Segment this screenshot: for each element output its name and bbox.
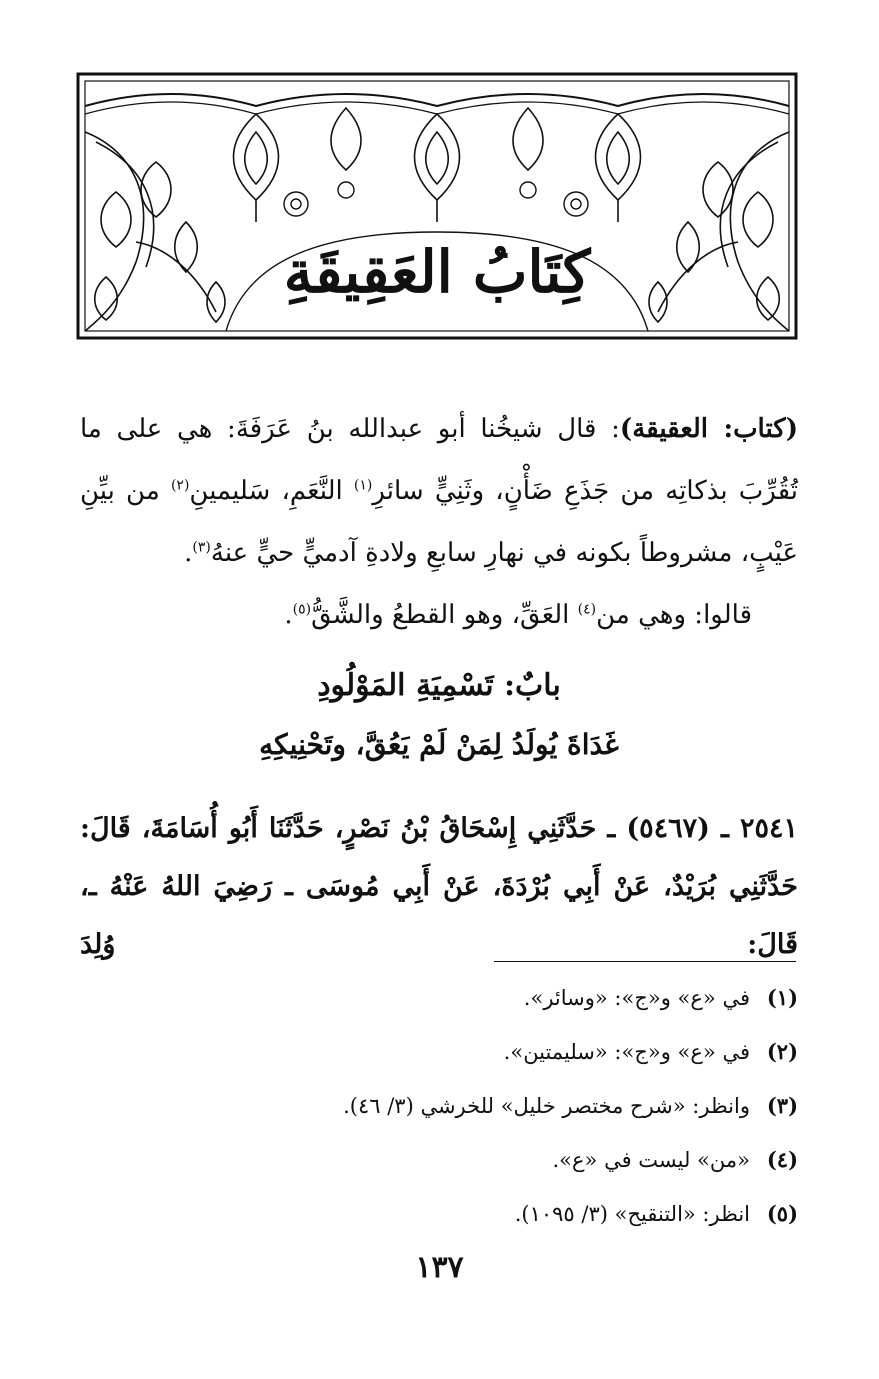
footnote-text: وانظر: «شرح مختصر خليل» للخرشي (٣/ ٤٦).	[343, 1094, 750, 1118]
footnote-ref-3: (٣)	[192, 539, 211, 556]
hadith-line-1: ٢٥٤١ ـ (٥٤٦٧) ـ حَدَّثَنِي إِسْحَاقُ بْنُ نَصْرٍ، حَدَّثَنَا أَبُو أُسَامَةَ، قَالَ:	[80, 813, 798, 844]
definition-line-2b: النَّعَمِ، سَليمينِ	[189, 476, 354, 506]
chapter-title: كِتَابُ العَقِيقَةِ	[283, 238, 591, 306]
definition-line-1: : قال شيخُنا أبو عبدالله بنُ عَرَفَةَ: هي على ما تُقُرِّبَ	[80, 414, 798, 506]
etymology-text-b: العَقِّ، وهو القطعُ والشَّقُّ	[311, 600, 578, 630]
footnote-ref-4: (٤)	[577, 601, 597, 618]
footnote-text: في «ع» و«ج»: «سليمتين».	[503, 1040, 750, 1064]
hadith-text	[80, 800, 798, 974]
definition-text	[80, 398, 798, 584]
footnote-divider	[494, 961, 796, 962]
definition-line-3: بكونه في نهارِ سابعِ ولادةِ آدميٍّ حيٍّ عنهُ	[210, 538, 632, 568]
footnote-text: انظر: «التنقيح» (٣/ ١٠٩٥).	[514, 1202, 750, 1226]
footnote-item	[80, 1086, 798, 1140]
section-subheading: غَدَاةَ يُولَدُ لِمَنْ لَمْ يَعُقَّ، وتَحْنِيكِهِ	[259, 728, 619, 761]
etymology-end: .	[284, 600, 293, 630]
definition-line-3-end: .	[184, 538, 193, 568]
etymology-paragraph	[80, 584, 798, 646]
footnote-ref-1: (١)	[353, 477, 373, 494]
definition-line-2a: بذكاتِه من جَذَعِ ضَأْنٍ، وثَنِيٍّ سائرِ	[372, 476, 728, 506]
footnote-item	[80, 1194, 798, 1248]
hadith-line-2: حَدَّثَنِي بُرَيْدٌ، عَنْ أَبِي بُرْدَةَ، عَنْ أَبِي مُوسَى ـ رَضِيَ اللهُ عَنْهُ ـ، قَالَ: وُلِدَ	[80, 871, 798, 960]
etymology-text-a: قالوا: وهي من	[596, 600, 752, 630]
definition-line-2c: من بيِّنِ عَيْبٍ، مشروطاً	[80, 476, 798, 568]
footnotes-list	[80, 978, 798, 1248]
book-label: (كتاب: العقيقة)	[619, 414, 798, 444]
footnote-ref-5: (٥)	[292, 601, 312, 618]
footnote-item	[80, 978, 798, 1032]
footnote-text: «من» ليست في «ع».	[552, 1148, 750, 1172]
footnote-number: (٤)	[766, 1147, 798, 1172]
section-heading: بابٌ: تَسْمِيَةِ المَوْلُودِ	[317, 668, 561, 703]
footnote-number: (٥)	[766, 1201, 798, 1226]
footnote-number: (١)	[766, 985, 798, 1010]
definition-paragraph	[80, 398, 798, 646]
footnote-number: (٢)	[766, 1039, 798, 1064]
footnote-item	[80, 1032, 798, 1086]
footnote-number: (٣)	[766, 1093, 798, 1118]
footnote-ref-2: (٢)	[170, 477, 190, 494]
page-number: ١٣٧	[415, 1250, 464, 1285]
footnote-item	[80, 1140, 798, 1194]
footnote-text: في «ع» و«ج»: «وسائر».	[523, 986, 750, 1010]
